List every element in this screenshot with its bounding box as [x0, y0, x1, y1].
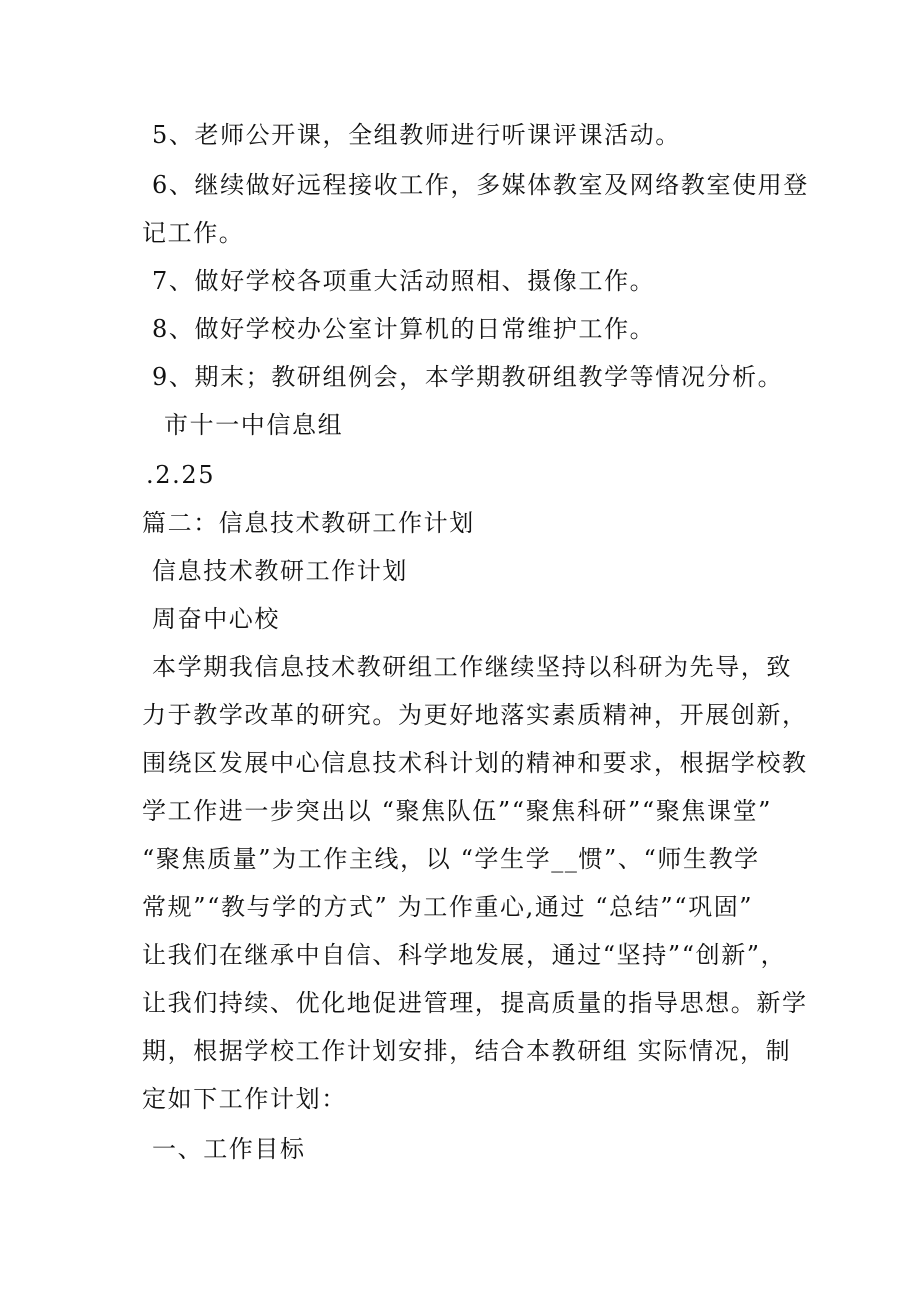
paragraph-line: 围绕区发展中心信息技术科计划的精神和要求，根据学校教	[142, 749, 808, 777]
paragraph-line: 学工作进一步突出以 “聚焦队伍”“聚焦科研”“聚焦课堂”	[142, 797, 773, 825]
paragraph-line: 力于教学改革的研究。为更好地落实素质精神，开展创新，	[142, 701, 808, 729]
paragraph-line: 让我们持续、优化地促进管理，提高质量的指导思想。新学	[142, 989, 808, 1017]
section-heading: 篇二：信息技术教研工作计划	[142, 509, 475, 537]
signature-date: .2.25	[146, 461, 216, 489]
school-name: 周奋中心校	[152, 605, 280, 633]
list-item-5: 5、老师公开课，全组教师进行听课评课活动。	[152, 121, 681, 149]
paragraph-line: 常规”“教与学的方式” 为工作重心,通过 “总结”“巩固”	[142, 893, 754, 921]
section-heading-goals: 一、工作目标	[152, 1135, 306, 1163]
paragraph-line: 让我们在继承中自信、科学地发展，通过“坚持”“创新”，	[142, 941, 787, 969]
paragraph-line: 本学期我信息技术教研组工作继续坚持以科研为先导，致	[152, 653, 792, 681]
list-item-7: 7、做好学校各项重大活动照相、摄像工作。	[152, 267, 656, 295]
paragraph-line: 定如下工作计划：	[142, 1085, 347, 1113]
list-item-6: 6、继续做好远程接收工作，多媒体教室及网络教室使用登	[152, 171, 809, 199]
paragraph-line: 期，根据学校工作计划安排，结合本教研组 实际情况，制	[142, 1037, 792, 1065]
list-item-9: 9、期末；教研组例会，本学期教研组教学等情况分析。	[152, 363, 784, 391]
paragraph-line: “聚焦质量”为工作主线，以 “学生学__惯”、“师生教学	[142, 845, 760, 873]
document-title: 信息技术教研工作计划	[152, 557, 408, 585]
signature-org: 市十一中信息组	[164, 411, 344, 439]
list-item-6-continuation: 记工作。	[142, 219, 245, 247]
list-item-8: 8、做好学校办公室计算机的日常维护工作。	[152, 315, 656, 343]
